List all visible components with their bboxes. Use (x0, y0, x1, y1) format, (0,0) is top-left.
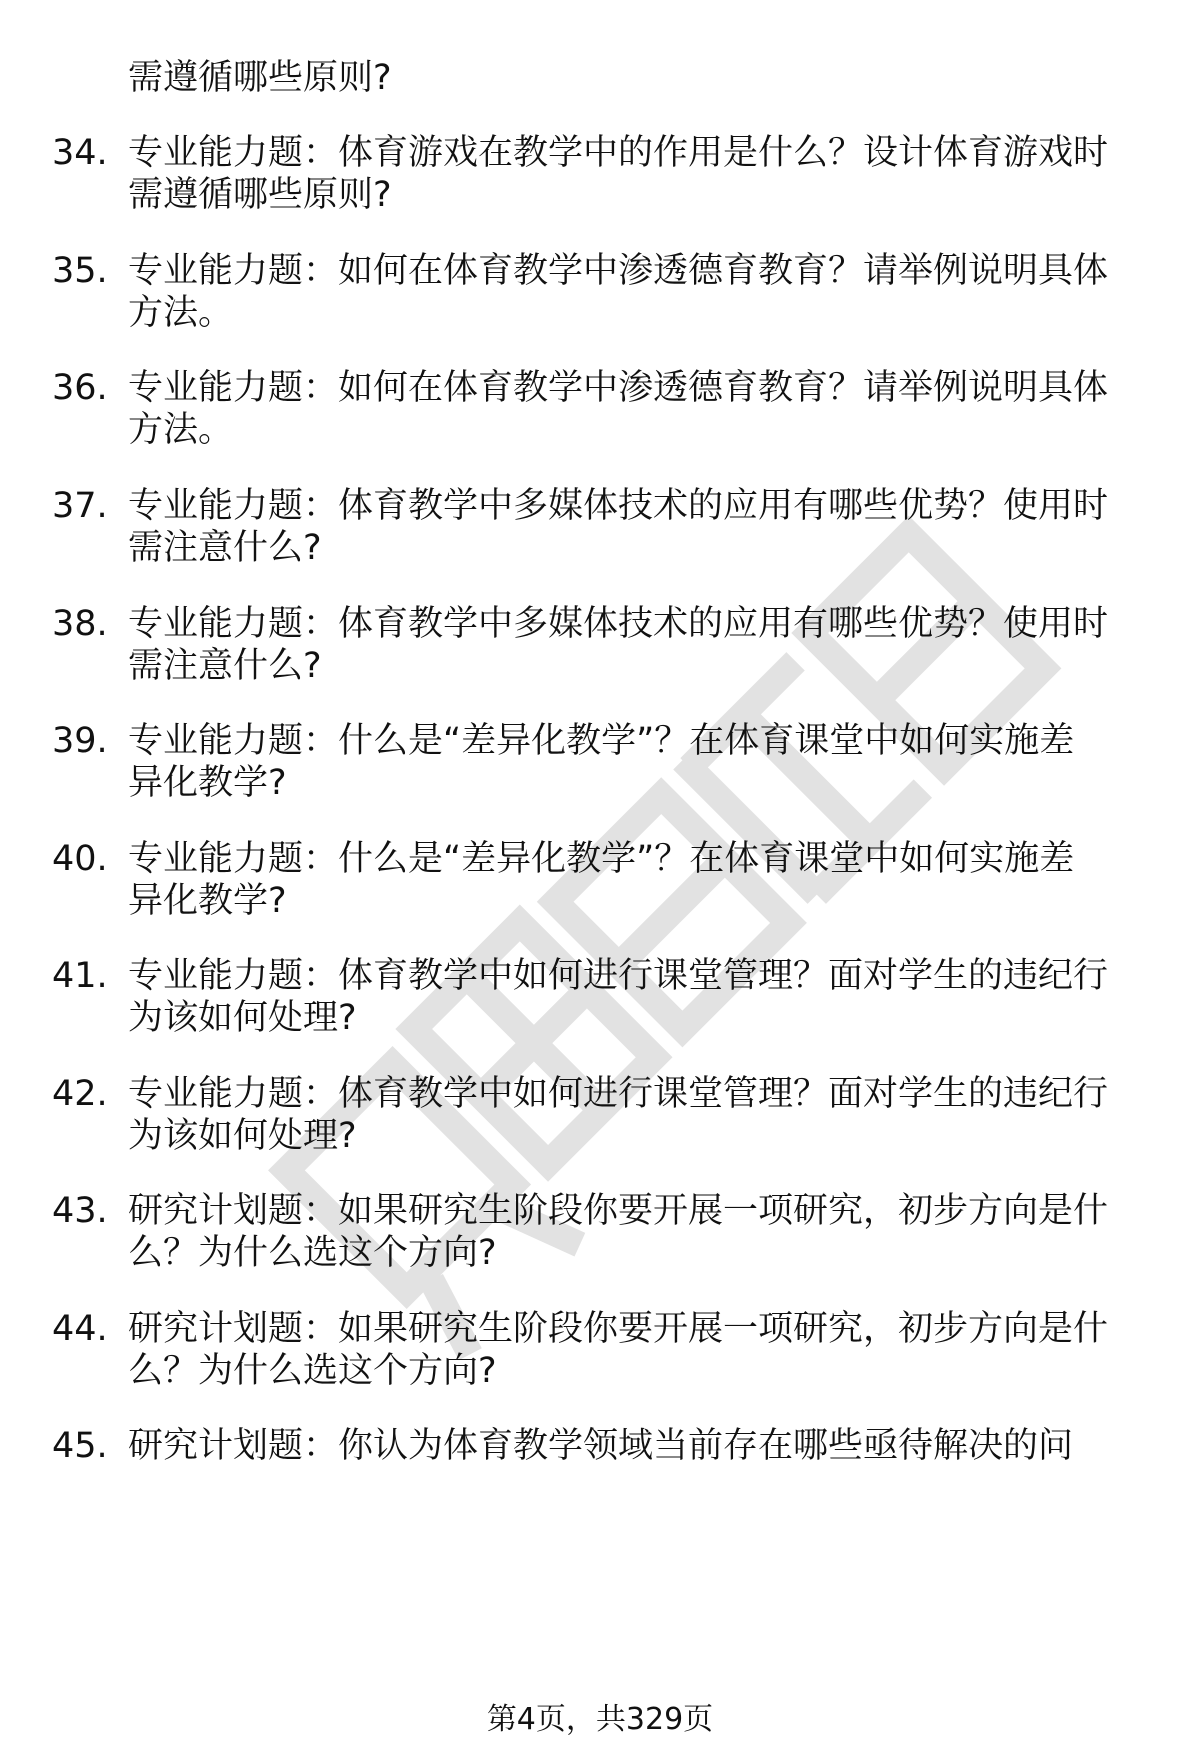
item-number: 43. (52, 1191, 108, 1231)
item-text-line2: 需注意什么? (128, 646, 322, 686)
item-text-line2: 方法。 (128, 410, 234, 450)
item-text-line2: 么？为什么选这个方向? (128, 1351, 497, 1391)
item-text-line1: 专业能力题：体育教学中多媒体技术的应用有哪些优势？使用时 (128, 486, 1109, 526)
item-text-line2: 异化教学? (128, 881, 287, 921)
item-text-line2: 异化教学? (128, 763, 287, 803)
item-number: 35. (52, 251, 108, 291)
item-text-line1: 研究计划题：你认为体育教学领域当前存在哪些亟待解决的问 (128, 1426, 1074, 1466)
item-text-line1: 研究计划题：如果研究生阶段你要开展一项研究，初步方向是什 (128, 1309, 1109, 1349)
item-text-line1: 专业能力题：如何在体育教学中渗透德育教育？请举例说明具体 (128, 251, 1109, 291)
item-number: 36. (52, 368, 108, 408)
item-text-line1: 专业能力题：体育教学中多媒体技术的应用有哪些优势？使用时 (128, 604, 1109, 644)
item-number: 44. (52, 1309, 108, 1349)
item-text-line1: 专业能力题：体育教学中如何进行课堂管理？面对学生的违纪行 (128, 1074, 1109, 1114)
item-text-line2: 么？为什么选这个方向? (128, 1233, 497, 1273)
item-text-line1: 研究计划题：如果研究生阶段你要开展一项研究，初步方向是什 (128, 1191, 1109, 1231)
item-number: 42. (52, 1074, 108, 1114)
item-text-line1: 专业能力题：体育教学中如何进行课堂管理？面对学生的违纪行 (128, 956, 1109, 996)
item-text-line1: 专业能力题：什么是“差异化教学”？在体育课堂中如何实施差 (128, 839, 1075, 879)
item-text-line2: 需遵循哪些原则? (128, 175, 392, 215)
item-number: 39. (52, 721, 108, 761)
watermark-graphic (150, 430, 1130, 1430)
item-text-line2: 需注意什么? (128, 528, 322, 568)
item-text-line1: 专业能力题：体育游戏在教学中的作用是什么？设计体育游戏时 (128, 133, 1109, 173)
item-text-line2: 为该如何处理? (128, 998, 357, 1038)
item-text-line1: 专业能力题：如何在体育教学中渗透德育教育？请举例说明具体 (128, 368, 1109, 408)
item-text-line2: 方法。 (128, 293, 234, 333)
item-number: 40. (52, 839, 108, 879)
item-number: 37. (52, 486, 108, 526)
item-number: 34. (52, 133, 108, 173)
item-number: 45. (52, 1426, 108, 1466)
item-number: 38. (52, 604, 108, 644)
page-footer: 第4页，共329页 (486, 1702, 714, 1737)
item-text-line2: 为该如何处理? (128, 1116, 357, 1156)
item-number: 41. (52, 956, 108, 996)
previous-item-continuation: 需遵循哪些原则? (128, 58, 392, 98)
item-text-line1: 专业能力题：什么是“差异化教学”？在体育课堂中如何实施差 (128, 721, 1075, 761)
